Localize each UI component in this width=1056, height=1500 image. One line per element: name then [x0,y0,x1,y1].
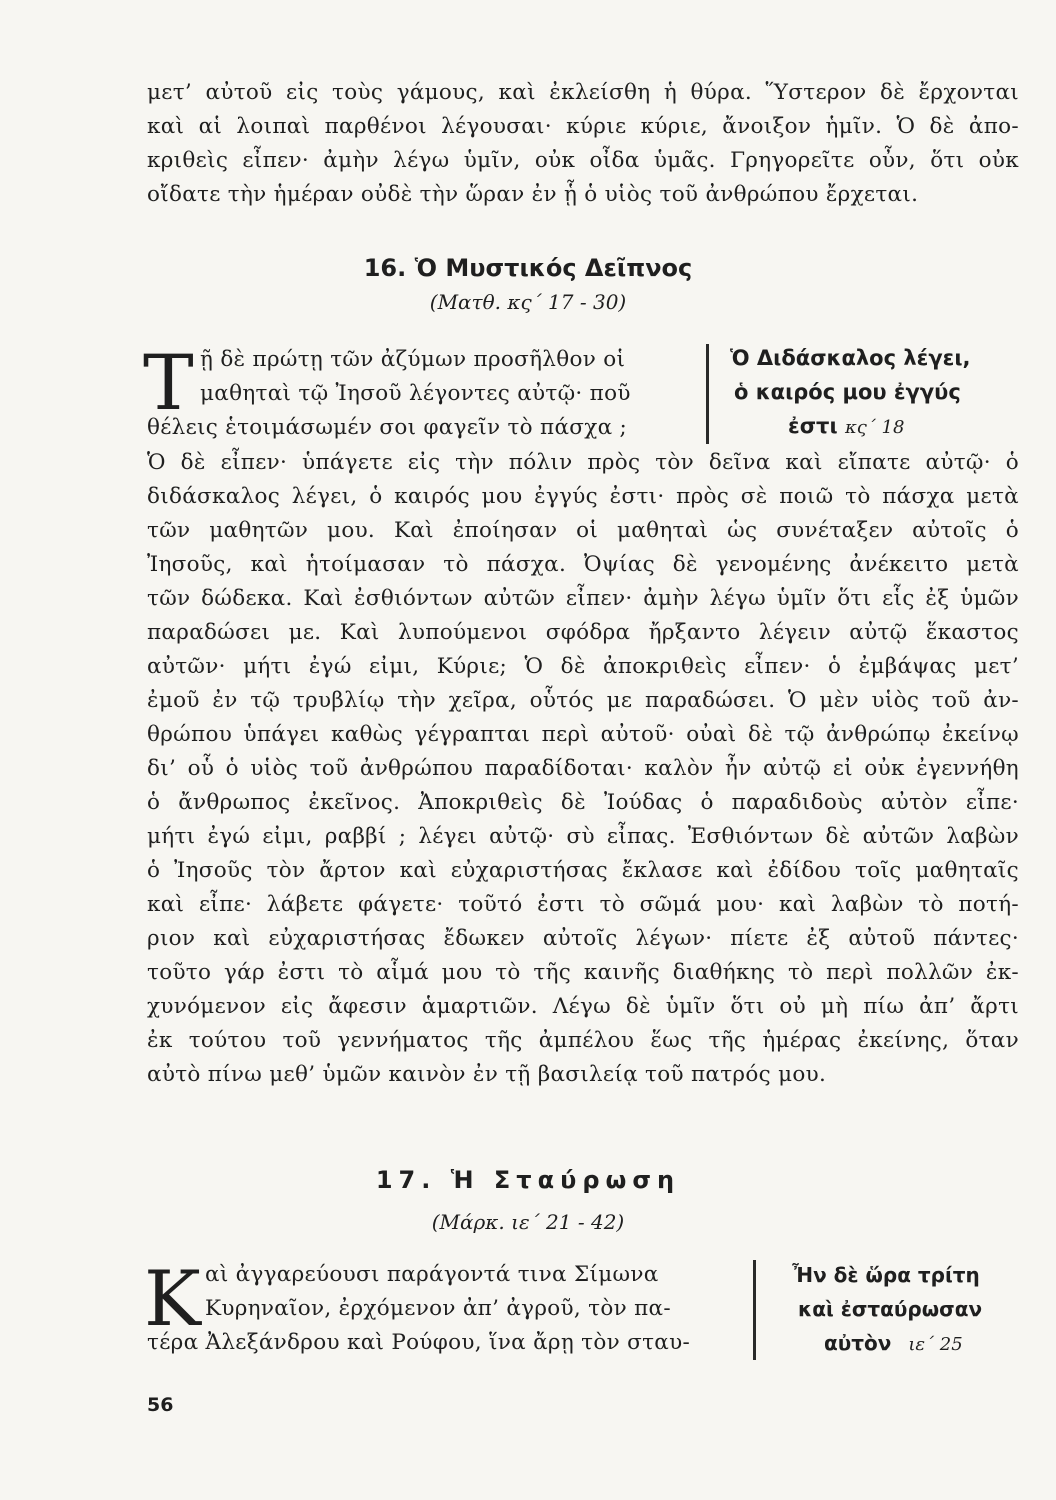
side-note-line: Ἦν δὲ ὥρα τρίτη [792,1263,980,1287]
text-line: ἐμοῦ ἐν τῷ τρυβλίῳ τὴν χεῖρα, οὗτός με παραδώσει. Ὁ μὲν υἱὸς τοῦ ἀν- [147,688,1019,713]
section-reference-16: (Ματθ. κς΄ 17 - 30) [429,290,627,314]
text-line: Ἰησοῦς, καὶ ἡτοίμασαν τὸ πάσχα. Ὀψίας δὲ γενομένης ἀνέκειτο μετὰ [147,552,1019,577]
section-title-17: 17. Ἡ Σταύρωση [375,1166,681,1194]
side-note-ref: κς΄ 18 [844,417,905,438]
margin-rule [753,1260,756,1360]
text-line: ριον καὶ εὐχαριστήσας ἔδωκεν αὐτοῖς λέγων· πίετε ἐξ αὐτοῦ πάντες· [147,926,1019,951]
text-line: θέλεις ἑτοιμάσωμέν σοι φαγεῖν τὸ πάσχα ; [147,415,628,440]
text-line: ὁ ἄνθρωπος ἐκεῖνος. Ἀποκριθεὶς δὲ Ἰούδας ὁ παραδιδοὺς αὐτὸν εἶπε· [147,790,1019,815]
text-line: καὶ αἱ λοιπαὶ παρθένοι λέγουσαι· κύριε κύριε, ἄνοιξον ἡμῖν. Ὁ δὲ ἀπο- [147,114,1019,139]
text-line: μήτι ἐγώ εἰμι, ραββί ; λέγει αὐτῷ· σὺ εἶπας. Ἐσθιόντων δὲ αὐτῶν λαβὼν [147,824,1019,849]
side-note-16 [730,341,971,445]
margin-rule [706,344,709,444]
section-reference-17: (Μάρκ. ιε΄ 21 - 42) [431,1210,625,1234]
text-line: τῶν μαθητῶν μου. Καὶ ἐποίησαν οἱ μαθηταὶ ὡς συνέταξεν αὐτοῖς ὁ [147,518,1019,543]
text-line: διδάσκαλος λέγει, ὁ καιρός μου ἐγγύς ἐστι· πρὸς σὲ ποιῶ τὸ πάσχα μετὰ [147,484,1019,509]
side-note-line: καὶ ἐσταύρωσαν [798,1297,983,1321]
side-note-line: ὁ καιρός μου ἐγγύς [734,380,961,404]
text-line: αὐτῶν· μήτι ἐγώ εἰμι, Κύριε; Ὁ δὲ ἀποκριθεὶς εἶπεν· ὁ ἐμβάψας μετ’ [147,654,1019,679]
text-line: ἐκ τούτου τοῦ γεννήματος τῆς ἀμπέλου ἕως τῆς ἡμέρας ἐκείνης, ὅταν [147,1028,1019,1053]
side-note-17 [792,1258,982,1362]
text-line: θρώπου ὑπάγει καθὼς γέγραπται περὶ αὐτοῦ· οὐαὶ δὲ τῷ ἀνθρώπῳ ἐκείνῳ [147,722,1019,747]
text-line: χυνόμενον εἰς ἄφεσιν ἁμαρτιῶν. Λέγω δὲ ὑμῖν ὅτι οὐ μὴ πίω ἀπ’ ἄρτι [147,994,1019,1019]
side-note-ref: ιε΄ 25 [908,1334,963,1355]
drop-cap: Κ [144,1254,201,1343]
text-line: αὐτὸ πίνω μεθ’ ὑμῶν καινὸν ἐν τῇ βασιλείᾳ τοῦ πατρός μου. [147,1062,827,1087]
text-line: οἴδατε τὴν ἡμέραν οὐδὲ τὴν ὥραν ἐν ᾗ ὁ υἱὸς τοῦ ἀνθρώπου ἔρχεται. [147,182,919,207]
text-line: δι’ οὗ ὁ υἱὸς τοῦ ἀνθρώπου παραδίδοται· καλὸν ἦν αὐτῷ εἰ οὐκ ἐγεννήθη [147,756,1019,781]
text-line: παραδώσει με. Καὶ λυπούμενοι σφόδρα ἤρξαντο λέγειν αὐτῷ ἕκαστος [147,620,1019,645]
text-line: καὶ εἶπε· λάβετε φάγετε· τοῦτό ἐστι τὸ σῶμά μου· καὶ λαβὼν τὸ ποτή- [147,892,1019,917]
section-16-body [147,446,1019,1092]
text-line: τῶν δώδεκα. Καὶ ἐσθιόντων αὐτῶν εἶπεν· ἀμὴν λέγω ὑμῖν ὅτι εἷς ἐξ ὑμῶν [147,586,1019,611]
text-line: τέρα Ἀλεξάνδρου καὶ Ρούφου, ἵνα ἄρῃ τὸν σταυ- [147,1330,691,1355]
text-line: Κυρηναῖον, ἐρχόμενον ἀπ’ ἀγροῦ, τὸν πα- [205,1296,671,1321]
side-note-line: Ὁ Διδάσκαλος λέγει, [730,346,971,370]
text-line: μαθηταὶ τῷ Ἰησοῦ λέγοντες αὐτῷ· ποῦ [200,381,631,406]
section-title-16: 16. Ὁ Μυστικός Δεῖπνος [363,254,693,282]
text-line: τοῦτο γάρ ἐστι τὸ αἷμά μου τὸ τῆς καινῆς διαθήκης τὸ περὶ πολλῶν ἐκ- [147,960,1019,985]
text-line: αὶ ἀγγαρεύουσι παράγοντά τινα Σίμωνα [205,1262,659,1287]
intro-paragraph [147,76,1019,212]
drop-cap: Τ [143,338,194,427]
text-line: Ὁ δὲ εἶπεν· ὑπάγετε εἰς τὴν πόλιν πρὸς τὸν δεῖνα καὶ εἴπατε αὐτῷ· ὁ [147,450,1019,475]
side-note-line: αὐτὸν [824,1331,892,1355]
text-line: ῇ δὲ πρώτῃ τῶν ἀζύμων προσῆλθον οἱ [200,347,626,372]
page-number: 56 [147,1394,174,1416]
text-line: μετ’ αὐτοῦ εἰς τοὺς γάμους, καὶ ἐκλείσθη ἡ θύρα. Ὕστερον δὲ ἔρχονται [147,80,1019,105]
text-line: ὁ Ἰησοῦς τὸν ἄρτον καὶ εὐχαριστήσας ἔκλασε καὶ ἐδίδου τοῖς μαθηταῖς [147,858,1019,883]
text-line: κριθεὶς εἶπεν· ἀμὴν λέγω ὑμῖν, οὐκ οἶδα ὑμᾶς. Γρηγορεῖτε οὖν, ὅτι οὐκ [147,148,1019,173]
side-note-line: ἐστι [788,414,838,438]
